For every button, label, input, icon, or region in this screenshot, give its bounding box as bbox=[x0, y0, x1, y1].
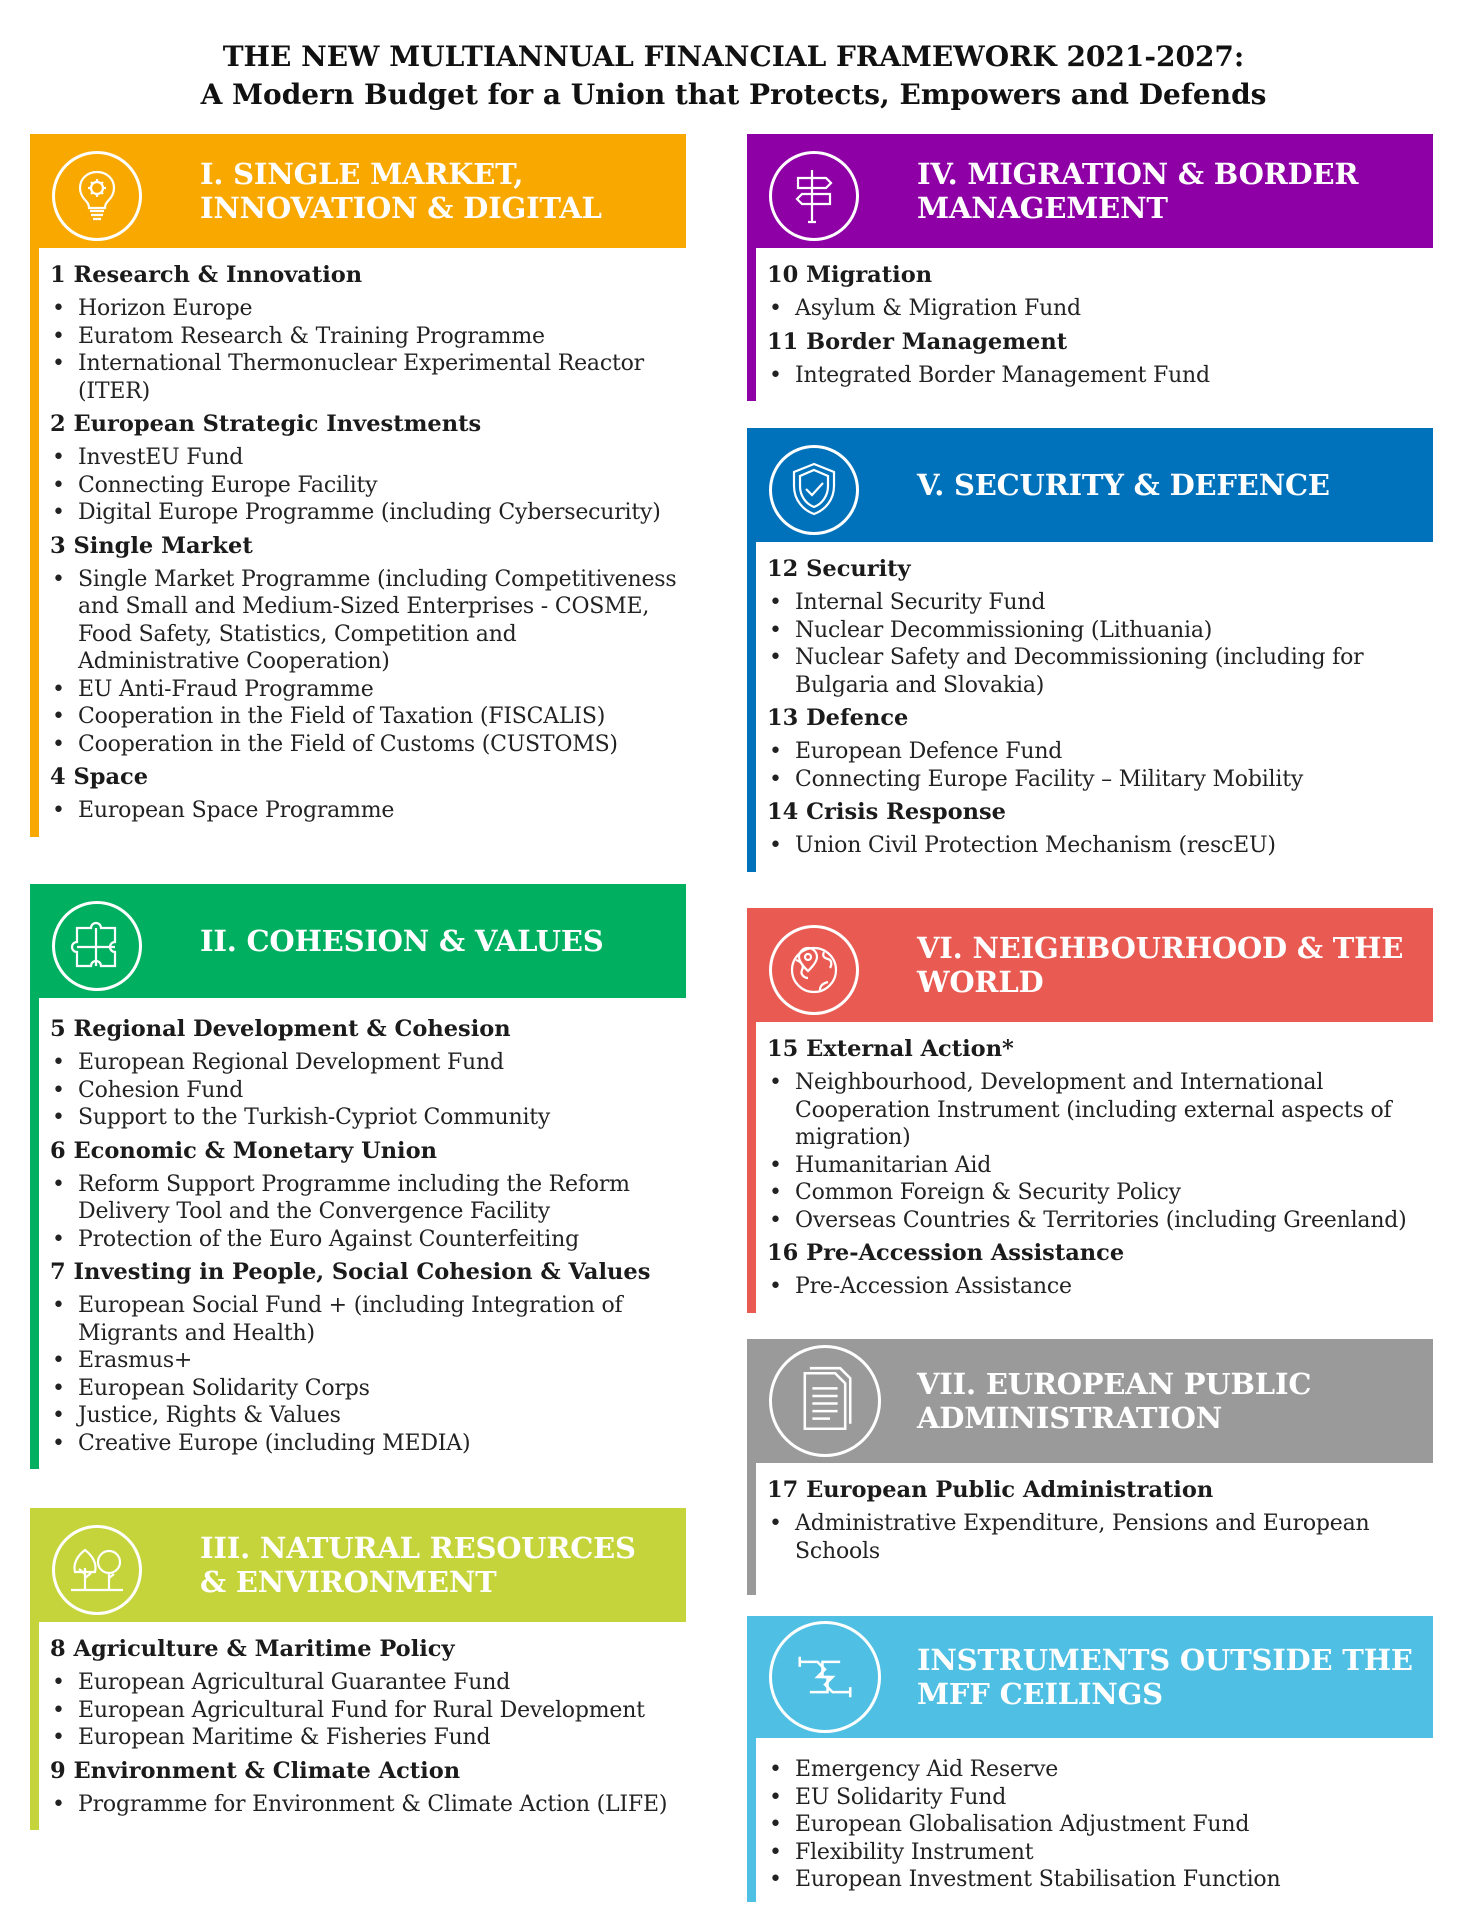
panel-header bbox=[30, 1508, 686, 1622]
list-item: • Neighbourhood, Development and International Cooperation Instrument (including external aspects of migration) bbox=[795, 1069, 1425, 1152]
item-list bbox=[50, 1669, 678, 1752]
item-list bbox=[767, 589, 1425, 699]
panel-body bbox=[30, 248, 686, 837]
category-heading: 11 Border Management bbox=[767, 328, 1068, 355]
list-item: • Union Civil Protection Mechanism (rescEU) bbox=[795, 832, 1425, 860]
item-list bbox=[767, 832, 1425, 860]
panel-body bbox=[30, 998, 686, 1469]
category-heading: 16 Pre-Accession Assistance bbox=[767, 1240, 1125, 1266]
category-heading: 17 European Public Administration bbox=[767, 1477, 1214, 1503]
list-item: • Pre-Accession Assistance bbox=[795, 1273, 1425, 1301]
panel-title: II. COHESION & VALUES bbox=[200, 924, 604, 958]
panel-body bbox=[747, 1463, 1433, 1595]
panel-header bbox=[747, 908, 1433, 1022]
panel-title: VII. EUROPEAN PUBLIC ADMINISTRATION bbox=[917, 1367, 1312, 1435]
item-list bbox=[767, 1069, 1425, 1234]
item-list bbox=[50, 566, 678, 759]
list-item: • Cooperation in the Field of Taxation (FISCALIS) bbox=[78, 703, 678, 731]
panel-instruments-outside bbox=[747, 1616, 1433, 1902]
panel-body bbox=[747, 248, 1433, 401]
list-item: • Erasmus+ bbox=[78, 1347, 678, 1375]
documents-icon bbox=[769, 1345, 881, 1457]
globe-pin-icon bbox=[769, 925, 859, 1015]
list-item: • Nuclear Safety and Decommissioning (including for Bulgaria and Slovakia) bbox=[795, 644, 1425, 699]
trees-icon bbox=[52, 1525, 142, 1615]
list-item: • EU Anti-Fraud Programme bbox=[78, 676, 678, 704]
item-list bbox=[50, 1171, 678, 1254]
category-heading: 9 Environment & Climate Action bbox=[50, 1757, 461, 1784]
item-list bbox=[767, 1756, 1425, 1894]
list-item: • Connecting Europe Facility bbox=[78, 472, 678, 500]
list-item: • Overseas Countries & Territories (including Greenland) bbox=[795, 1207, 1425, 1235]
panel-title: VI. NEIGHBOURHOOD & THE WORLD bbox=[917, 931, 1404, 999]
list-item: • Connecting Europe Facility – Military Mobility bbox=[795, 766, 1425, 794]
category-heading: 4 Space bbox=[50, 764, 149, 790]
panel-title: IV. MIGRATION & BORDER MANAGEMENT bbox=[917, 157, 1359, 225]
shield-check-icon bbox=[769, 445, 859, 535]
list-item: • European Maritime & Fisheries Fund bbox=[78, 1724, 678, 1752]
list-item: • European Regional Development Fund bbox=[78, 1049, 678, 1077]
puzzle-pieces-icon bbox=[52, 901, 142, 991]
category-heading: 1 Research & Innovation bbox=[50, 262, 363, 288]
list-item: • Flexibility Instrument bbox=[795, 1839, 1425, 1867]
list-item: • Cooperation in the Field of Customs (CUSTOMS) bbox=[78, 731, 678, 759]
category-heading: 13 Defence bbox=[767, 705, 909, 731]
list-item: • Common Foreign & Security Policy bbox=[795, 1179, 1425, 1207]
list-item: • European Space Programme bbox=[78, 797, 678, 825]
panel-header bbox=[30, 884, 686, 998]
item-list bbox=[50, 1292, 678, 1457]
panel-header bbox=[30, 134, 686, 248]
list-item: • European Defence Fund bbox=[795, 738, 1425, 766]
list-item: • European Solidarity Corps bbox=[78, 1375, 678, 1403]
list-item: • Internal Security Fund bbox=[795, 589, 1425, 617]
list-item: • Protection of the Euro Against Counterfeiting bbox=[78, 1226, 678, 1254]
panel-body bbox=[30, 1622, 686, 1830]
panel-body bbox=[747, 1022, 1433, 1313]
list-item: • International Thermonuclear Experimental Reactor (ITER) bbox=[78, 350, 678, 405]
list-item: • Nuclear Decommissioning (Lithuania) bbox=[795, 617, 1425, 645]
page-title-line-2: A Modern Budget for a Union that Protects, Empowers and Defends bbox=[200, 78, 1267, 111]
item-list bbox=[767, 1510, 1425, 1565]
list-item: • Euratom Research & Training Programme bbox=[78, 323, 678, 351]
list-item: • Emergency Aid Reserve bbox=[795, 1756, 1425, 1784]
handshake-icon bbox=[769, 1621, 881, 1733]
category-heading: 2 European Strategic Investments bbox=[50, 411, 482, 437]
list-item: • EU Solidarity Fund bbox=[795, 1784, 1425, 1812]
item-list bbox=[767, 1273, 1425, 1301]
category-heading: 14 Crisis Response bbox=[767, 799, 1006, 825]
item-list bbox=[767, 738, 1425, 793]
page-title bbox=[0, 38, 1467, 114]
panel-title: INSTRUMENTS OUTSIDE THE MFF CEILINGS bbox=[917, 1643, 1413, 1711]
category-heading: 8 Agriculture & Maritime Policy bbox=[50, 1636, 455, 1662]
lightbulb-gear-icon bbox=[52, 151, 142, 241]
list-item: • Administrative Expenditure, Pensions and European Schools bbox=[795, 1510, 1425, 1565]
list-item: • Single Market Programme (including Competitiveness and Small and Medium-Sized Enterprises - COSME, Food Safety, Statistics, Competition and Administrative Cooperation) bbox=[78, 566, 678, 676]
item-list bbox=[50, 295, 678, 405]
panel-migration-border bbox=[747, 134, 1433, 401]
list-item: • European Globalisation Adjustment Fund bbox=[795, 1811, 1425, 1839]
panel-title: V. SECURITY & DEFENCE bbox=[917, 468, 1330, 502]
category-heading: 10 Migration bbox=[767, 262, 933, 288]
list-item: • European Agricultural Fund for Rural Development bbox=[78, 1697, 678, 1725]
list-item: • European Agricultural Guarantee Fund bbox=[78, 1669, 678, 1697]
category-heading: 15 External Action* bbox=[767, 1036, 1014, 1062]
list-item: • Asylum & Migration Fund bbox=[795, 295, 1425, 323]
page-title-line-1: THE NEW MULTIANNUAL FINANCIAL FRAMEWORK 2021-2027: bbox=[222, 40, 1245, 73]
list-item: • Cohesion Fund bbox=[78, 1077, 678, 1105]
category-heading: 7 Investing in People, Social Cohesion & Values bbox=[50, 1259, 651, 1285]
panel-security-defence bbox=[747, 428, 1433, 872]
item-list bbox=[767, 362, 1425, 390]
item-list bbox=[50, 444, 678, 527]
list-item: • Reform Support Programme including the Reform Delivery Tool and the Convergence Facility bbox=[78, 1171, 678, 1226]
list-item: • Justice, Rights & Values bbox=[78, 1402, 678, 1430]
list-item: • Programme for Environment & Climate Action (LIFE) bbox=[78, 1791, 678, 1819]
item-list bbox=[50, 797, 678, 825]
item-list bbox=[50, 1791, 678, 1819]
panel-cohesion-values bbox=[30, 884, 686, 1469]
panel-title: I. SINGLE MARKET, INNOVATION & DIGITAL bbox=[200, 157, 602, 225]
panel-single-market bbox=[30, 134, 686, 837]
list-item: • Creative Europe (including MEDIA) bbox=[78, 1430, 678, 1458]
panel-body bbox=[747, 1738, 1433, 1902]
category-heading: 12 Security bbox=[767, 556, 911, 582]
signpost-icon bbox=[769, 151, 859, 241]
panel-body bbox=[747, 542, 1433, 872]
list-item: • InvestEU Fund bbox=[78, 444, 678, 472]
list-item: • Integrated Border Management Fund bbox=[795, 362, 1425, 390]
list-item: • Humanitarian Aid bbox=[795, 1152, 1425, 1180]
panel-public-administration bbox=[747, 1339, 1433, 1595]
list-item: • European Social Fund + (including Integration of Migrants and Health) bbox=[78, 1292, 678, 1347]
category-heading: 5 Regional Development & Cohesion bbox=[50, 1016, 511, 1042]
panel-natural-resources bbox=[30, 1508, 686, 1830]
panel-neighbourhood-world bbox=[747, 908, 1433, 1313]
item-list bbox=[767, 295, 1425, 323]
panel-header bbox=[747, 428, 1433, 542]
category-heading: 3 Single Market bbox=[50, 532, 253, 559]
category-heading: 6 Economic & Monetary Union bbox=[50, 1137, 437, 1164]
panel-title: III. NATURAL RESOURCES & ENVIRONMENT bbox=[200, 1531, 636, 1599]
panel-header bbox=[747, 1339, 1433, 1463]
panel-header bbox=[747, 134, 1433, 248]
panel-header bbox=[747, 1616, 1433, 1738]
list-item: • European Investment Stabilisation Function bbox=[795, 1866, 1425, 1894]
list-item: • Digital Europe Programme (including Cybersecurity) bbox=[78, 499, 678, 527]
item-list bbox=[50, 1049, 678, 1132]
list-item: • Support to the Turkish-Cypriot Community bbox=[78, 1104, 678, 1132]
list-item: • Horizon Europe bbox=[78, 295, 678, 323]
